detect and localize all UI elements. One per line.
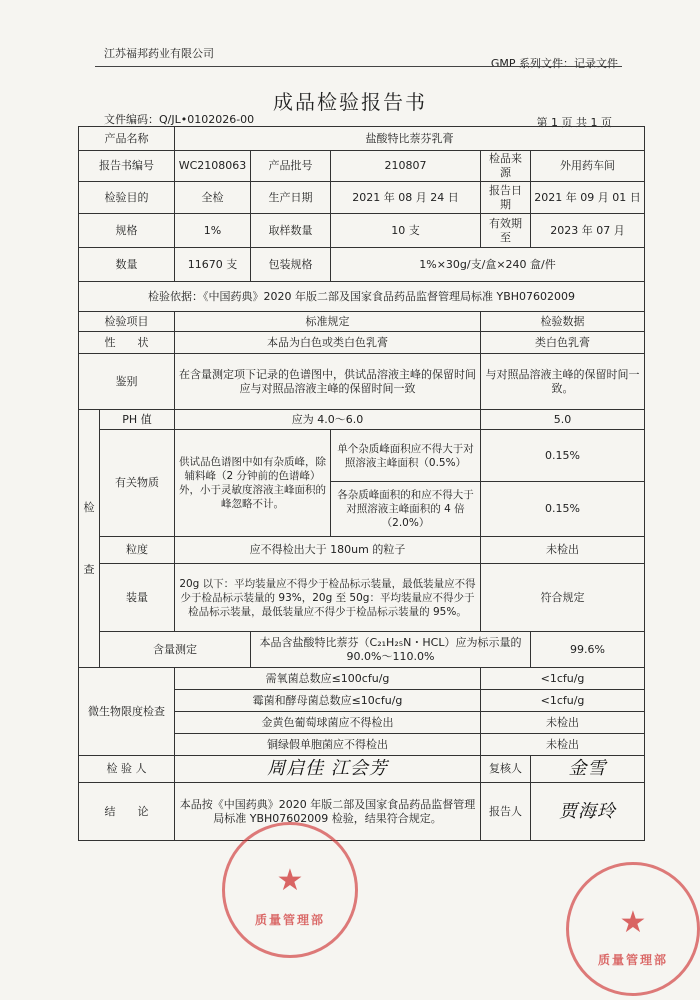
- micro-result-3: 未检出: [481, 712, 645, 734]
- prod-date-value: 2021 年 08 月 24 日: [331, 182, 481, 214]
- purpose-label: 检验目的: [79, 182, 175, 214]
- ph-result: 5.0: [481, 410, 645, 430]
- batch-value: 210807: [331, 151, 481, 182]
- quantity-label: 数量: [79, 248, 175, 282]
- micro-result-4: 未检出: [481, 734, 645, 756]
- product-name-label: 产品名称: [79, 127, 175, 151]
- spec-value: 1%: [175, 214, 251, 248]
- inspector-signatures: 周启佳 江会芳: [175, 756, 481, 783]
- granularity-label: 粒度: [100, 537, 175, 564]
- micro-standard-4: 铜绿假单胞菌应不得检出: [175, 734, 481, 756]
- sample-qty-label: 取样数量: [251, 214, 331, 248]
- assay-result: 99.6%: [531, 632, 645, 668]
- assay-standard: 本品含盐酸特比萘芬（C₂₁H₂₅N・HCL）应为标示量的 90.0%～110.0%: [251, 632, 531, 668]
- product-name: 盐酸特比萘芬乳膏: [175, 127, 645, 151]
- batch-label: 产品批号: [251, 151, 331, 182]
- document-type: GMP 系列文件：记录文件: [490, 57, 618, 70]
- conclusion-label: 结 论: [79, 783, 175, 841]
- reporter-label: 报告人: [481, 783, 531, 841]
- report-no-label: 报告书编号: [79, 151, 175, 182]
- appearance-result: 类白色乳膏: [481, 332, 645, 354]
- identification-result: 与对照品溶液主峰的保留时间一致。: [481, 354, 645, 410]
- inspection-report-table: [78, 126, 645, 841]
- company-name: 江苏福邦药业有限公司: [104, 47, 214, 60]
- report-no: WC2108063: [175, 151, 251, 182]
- related-result-single: 0.15%: [481, 430, 645, 482]
- stamp-star-icon-2: ★: [619, 905, 647, 940]
- conclusion-text: 本品按《中国药典》2020 年版二部及国家食品药品监督管理局标准 YBH07602009 检验，结果符合规定。: [175, 783, 481, 841]
- packing-value: 1%×30g/支/盒×240 盒/件: [331, 248, 645, 282]
- microbial-limit-label: 微生物限度检查: [79, 668, 175, 756]
- micro-standard-1: 需氧菌总数应≤100cfu/g: [175, 668, 481, 690]
- report-date-value: 2021 年 09 月 01 日: [531, 182, 645, 214]
- related-substances-label: 有关物质: [100, 430, 175, 537]
- related-standard-main: 供试品色谱图中如有杂质峰，除辅料峰（2 分钟前的色谱峰）外，小于灵敏度溶液主峰面积的峰忽略不计。: [175, 430, 331, 537]
- granularity-standard: 应不得检出大于 180um 的粒子: [175, 537, 481, 564]
- spec-label: 规格: [79, 214, 175, 248]
- micro-standard-3: 金黄色葡萄球菌应不得检出: [175, 712, 481, 734]
- inspection-basis: 检验依据：《中国药典》2020 年版二部及国家食品药品监督管理局标准 YBH07602009: [79, 282, 645, 312]
- ph-standard: 应为 4.0～6.0: [175, 410, 481, 430]
- appearance-standard: 本品为白色或类白色乳膏: [175, 332, 481, 354]
- reviewer-label: 复核人: [481, 756, 531, 783]
- identification-label: 鉴别: [79, 354, 175, 410]
- inspector-label: 检 验 人: [79, 756, 175, 783]
- fill-standard: 20g 以下：平均装量应不得少于检品标示装量，最低装量应不得少于检品标示装量的 93%，20g 至 50g：平均装量应不得少于检品标示装量，最低装量应不得少于检品标示装量的 95%。: [175, 564, 481, 632]
- appearance-label: 性 状: [79, 332, 175, 354]
- expiry-label: 有效期至: [481, 214, 531, 248]
- assay-label: 含量测定: [100, 632, 251, 668]
- stamp-star-icon: ★: [276, 863, 304, 898]
- source-label: 检品来源: [481, 151, 531, 182]
- related-standard-single: 单个杂质峰面积应不得大于对照溶液主峰面积（0.5%）: [331, 430, 481, 482]
- prod-date-label: 生产日期: [251, 182, 331, 214]
- related-result-total: 0.15%: [481, 482, 645, 537]
- source-value: 外用药车间: [531, 151, 645, 182]
- micro-result-2: <1cfu/g: [481, 690, 645, 712]
- check-label-1: 检: [83, 500, 95, 514]
- tax-office-stamp-text: 质量管理部: [597, 953, 668, 967]
- check-group-label: [79, 410, 100, 668]
- fill-label: 装量: [100, 564, 175, 632]
- file-code: 文件编码：Q/JL•0102026-00: [104, 113, 255, 126]
- page-title: 成品检验报告书: [273, 90, 427, 114]
- identification-standard: 在含量测定项下记录的色谱图中，供试品溶液主峰的保留时间应与对照品溶液主峰的保留时间一致: [175, 354, 481, 410]
- header-divider: [95, 66, 622, 67]
- reviewer-signature: 金雪: [531, 756, 645, 783]
- quality-dept-stamp: [222, 822, 358, 958]
- expiry-value: 2023 年 07 月: [531, 214, 645, 248]
- reporter-signature: 贾海玲: [531, 783, 645, 841]
- purpose-value: 全检: [175, 182, 251, 214]
- report-date-label: 报告日期: [481, 182, 531, 214]
- column-header-item: 检验项目: [79, 312, 175, 332]
- fill-result: 符合规定: [481, 564, 645, 632]
- ph-label: PH 值: [100, 410, 175, 430]
- check-label-2: 查: [83, 562, 95, 576]
- quantity-value: 11670 支: [175, 248, 251, 282]
- column-header-result: 检验数据: [481, 312, 645, 332]
- micro-standard-2: 霉菌和酵母菌总数应≤10cfu/g: [175, 690, 481, 712]
- quality-dept-stamp-text: 质量管理部: [254, 913, 325, 927]
- page-info: 第 1 页 共 1 页: [536, 116, 612, 129]
- granularity-result: 未检出: [481, 537, 645, 564]
- micro-result-1: <1cfu/g: [481, 668, 645, 690]
- related-standard-total: 各杂质峰面积的和应不得大于对照溶液主峰面积的 4 倍（2.0%）: [331, 482, 481, 537]
- sample-qty-value: 10 支: [331, 214, 481, 248]
- column-header-standard: 标准规定: [175, 312, 481, 332]
- tax-office-stamp: [566, 862, 700, 996]
- packing-label: 包装规格: [251, 248, 331, 282]
